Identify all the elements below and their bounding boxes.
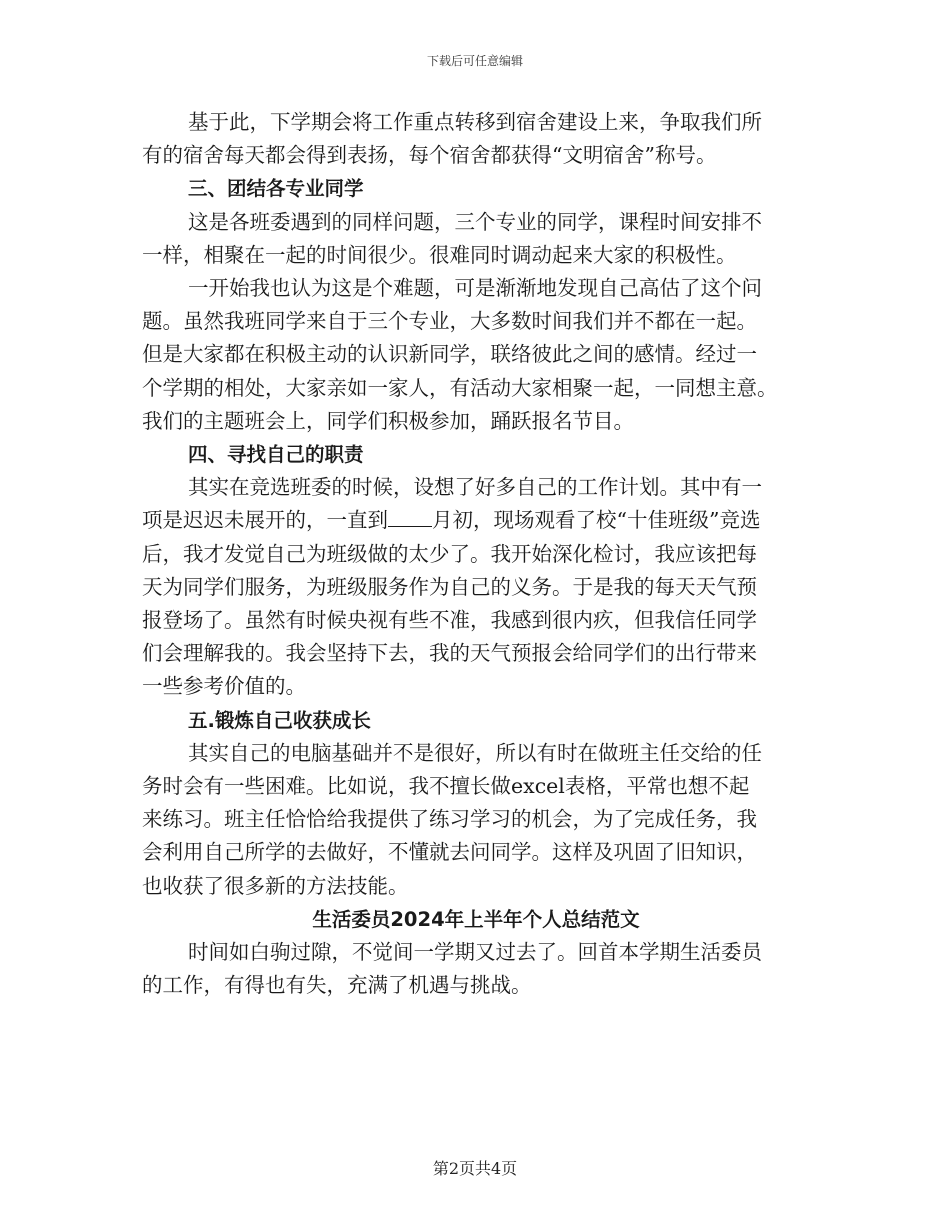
page-footer: 第2页共4页 [432, 1159, 518, 1178]
paragraph-line: 务时会有一些困难。比如说，我不擅长做excel表格，平常也想不起 [142, 774, 750, 799]
paragraph-line: 但是大家都在积极主动的认识新同学，联络彼此之间的感情。经过一 [142, 342, 757, 367]
paragraph-line: 会利用自己所学的去做好，不懂就去问同学。这样及巩固了旧知识， [142, 840, 757, 865]
paragraph-line [142, 504, 810, 537]
section-heading-3: 三、团结各专业同学 [188, 177, 364, 201]
paragraph-line: 其实自己的电脑基础并不是很好，所以有时在做班主任交给的任 [188, 740, 762, 765]
paragraph-line: 其实在竞选班委的时候，设想了好多自己的工作计划。其中有一 [188, 475, 762, 500]
paragraph-line: 来练习。班主任恰恰给我提供了练习学习的机会，为了完成任务，我 [142, 807, 757, 832]
paragraph-line: 的工作，有得也有失，充满了机遇与挑战。 [142, 973, 532, 998]
text-after-blank: 月初，现场观看了校“十佳班级”竞选 [432, 508, 761, 533]
paragraph-line: 题。虽然我班同学来自于三个专业，大多数时间我们并不都在一起。 [142, 309, 757, 334]
document-body [142, 106, 810, 1002]
page-header: 下载后可任意编辑 [426, 54, 523, 68]
section-heading-5: 五.锻炼自己收获成长 [188, 708, 371, 732]
paragraph-line: 后，我才发觉自己为班级做的太少了。我开始深化检讨，我应该把每 [142, 541, 757, 566]
paragraph-line: 一些参考价值的。 [142, 674, 306, 699]
paragraph-line: 有的宿舍每天都会得到表扬，每个宿舍都获得“文明宿舍”称号。 [142, 143, 717, 168]
paragraph-line: 一开始我也认为这是个难题，可是渐渐地发现自己高估了这个问 [188, 276, 762, 301]
paragraph-line: 天为同学们服务，为班级服务作为自己的义务。于是我的每天天气预 [142, 574, 757, 599]
paragraph-line: 我们的主题班会上，同学们积极参加，踊跃报名节目。 [142, 408, 634, 433]
paragraph-line: 基于此，下学期会将工作重点转移到宿舍建设上来，争取我们所 [188, 110, 762, 134]
paragraph-line: 们会理解我的。我会坚持下去，我的天气预报会给同学们的出行带来 [142, 641, 757, 666]
paragraph-line: 也收获了很多新的方法技能。 [142, 873, 409, 898]
paragraph-line: 时间如白驹过隙，不觉间一学期又过去了。回首本学期生活委员 [188, 940, 762, 965]
paragraph-line: 一样，相聚在一起的时间很少。很难同时调动起来大家的积极性。 [142, 242, 737, 267]
paragraph-line: 这是各班委遇到的同样问题，三个专业的同学，课程时间安排不 [188, 209, 762, 234]
paragraph-line: 报登场了。虽然有时候央视有些不准，我感到很内疚，但我信任同学 [142, 608, 757, 633]
fill-in-blank [388, 504, 432, 527]
text-before-blank: 项是迟迟未展开的，一直到 [142, 508, 388, 533]
document-title: 生活委员2024年上半年个人总结范文 [312, 907, 640, 931]
paragraph-line: 个学期的相处，大家亲如一家人，有活动大家相聚一起，一同想主意。 [142, 375, 778, 400]
section-heading-4: 四、寻找自己的职责 [188, 443, 364, 467]
